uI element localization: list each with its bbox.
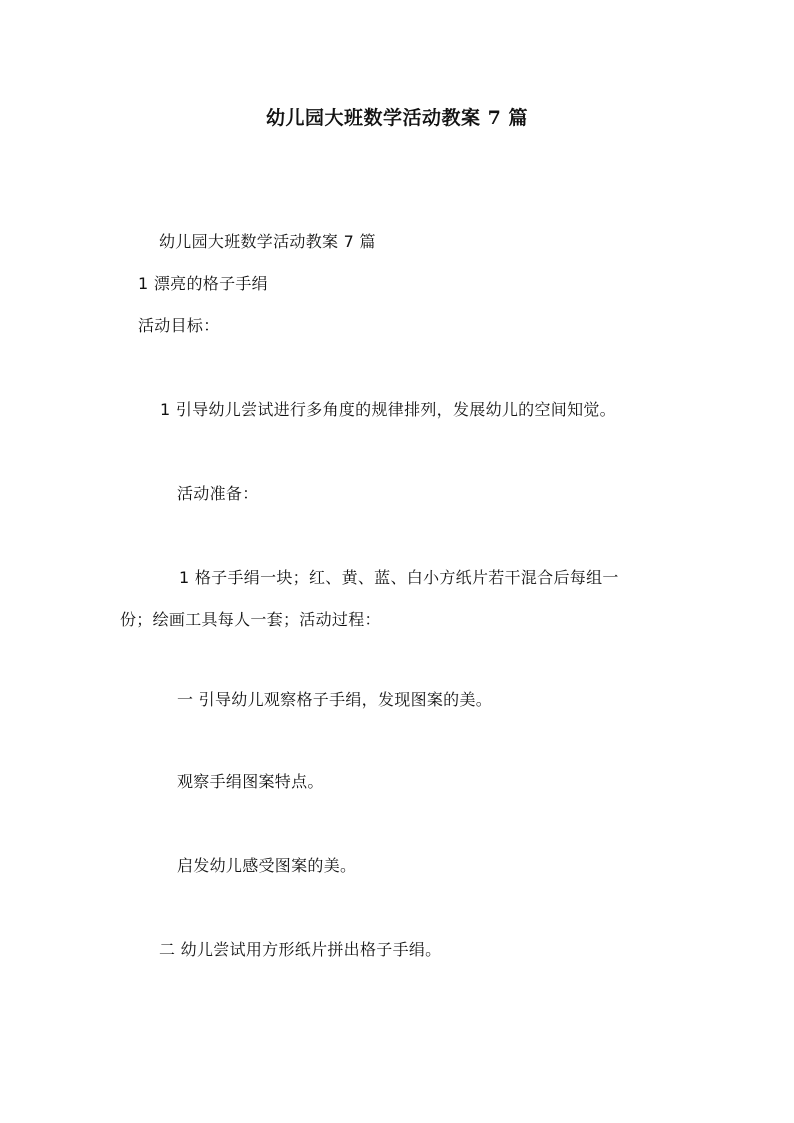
activity-prep-item-line2: 份；绘画工具每人一套；活动过程：: [120, 610, 381, 629]
document-title: 幼儿园大班数学活动教案 7 篇: [266, 107, 528, 129]
process-step-1: 一 引导幼儿观察格子手绢，发现图案的美。: [177, 690, 493, 709]
activity-goal-item: 1 引导幼儿尝试进行多角度的规律排列，发展幼儿的空间知觉。: [160, 400, 616, 419]
process-step-1-detail-2: 启发幼儿感受图案的美。: [177, 856, 357, 875]
section-heading-1: 1 漂亮的格子手绢: [138, 274, 268, 293]
activity-prep-label: 活动准备：: [177, 484, 259, 503]
subtitle-line: 幼儿园大班数学活动教案 7 篇: [159, 232, 376, 251]
process-step-1-detail-1: 观察手绢图案特点。: [177, 772, 324, 791]
activity-prep-item-line1: 1 格子手绢一块；红、黄、蓝、白小方纸片若干混合后每组一: [179, 568, 619, 587]
process-step-2: 二 幼儿尝试用方形纸片拼出格子手绢。: [159, 940, 442, 959]
activity-goal-label: 活动目标：: [138, 316, 220, 335]
